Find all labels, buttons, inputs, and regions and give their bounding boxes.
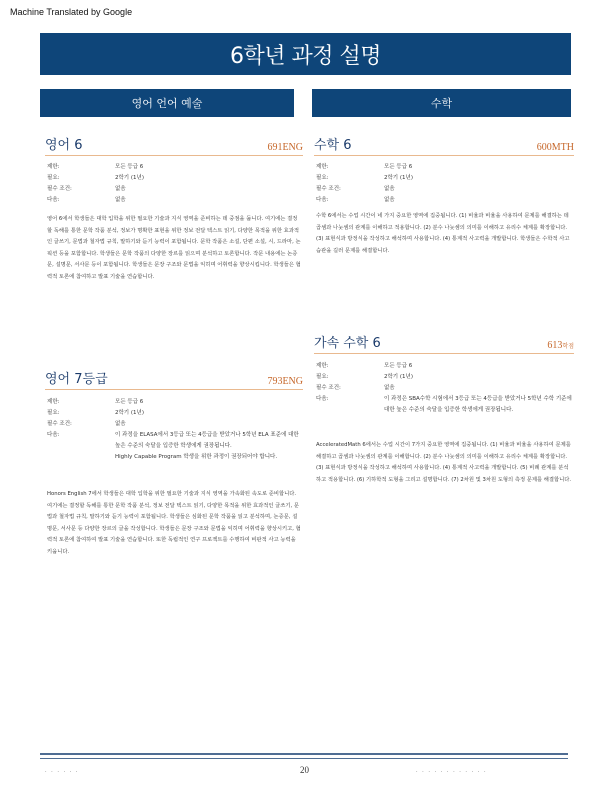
course-header-english6 <box>45 134 303 156</box>
course-name: 가속 수학 6 <box>314 336 381 351</box>
course-code: 613학점 <box>547 340 574 351</box>
footer-rule-thin <box>40 758 568 759</box>
course-meta-math6: 제한: 모든 등급 6 필요: 2학기 (1년) 필수 조건: 없음 다음: 없음 <box>316 164 413 203</box>
course-header-math6 <box>314 134 574 156</box>
course-header-english7 <box>45 368 303 390</box>
course-name: 수학 6 <box>314 138 352 153</box>
course-code: 600MTH <box>536 142 574 153</box>
course-description-english7: Honors English 7에서 학생들은 대학 입학을 위한 필요한 기술과 지식 영역을 가속화된 속도로 준비합니다. 여기에는 결정할 독해를 통한 문학 작품 분석, 정보 전달 텍스트 읽기, 다양한 목적을 위한 효과적인 글쓰기, 문법과 철자법 규칙, 말하기와 듣기 능력이 포함됩니다. 학생들은 심화된 문학 작품을 읽고 분석하며, 논증문, 설명문, 서사문 등 다양한 장르의 글을 작성합니다. 학생들은 문장 구조와 문법을 익히며 어휘력을 향상시키고, 협력적 토론에 참여하여 발표 기술을 연습합니다. 또한 독립적인 연구 프로젝트를 수행하여 비판적 사고 능력을 키웁니다. <box>47 491 301 555</box>
footer-rule <box>40 753 568 755</box>
page-title: 6학년 과정 설명 <box>40 33 571 75</box>
course-name: 영어 6 <box>45 138 83 153</box>
course-header-accmath6 <box>314 332 574 354</box>
course-description-english6: 영어 6에서 학생들은 대학 입학을 위한 필요한 기술과 지식 영역을 준비하는 데 중점을 둡니다. 여기에는 결정할 독해를 통한 문학 작품 분석, 정보가 명확한 표현을 위한 정보 전달 텍스트 읽기, 다양한 목적을 위한 효과적인 글쓰기, 문법과 철자법 규칙, 말하기와 듣기 능력이 포함됩니다. 문학 작품은 소설, 단편 소설, 시, 드라마, 논픽션 등을 포함합니다. 학생들은 문학 작품의 다양한 장르를 읽으며 분석하고 토론합니다. 작문 내용에는 논증문, 설명문, 서사문 등이 포함됩니다. 학생들은 문장 구조와 문법을 익히며 어휘력을 향상시킵니다. 학생들은 협력적 토론에 참여하고 발표 기술을 연습합니다. <box>47 216 301 280</box>
footer-left-text: · · · · · · <box>45 769 79 775</box>
course-description-math6: 수학 6에서는 수업 시간이 네 가지 중요한 영역에 집중됩니다. (1) 비율과 비율을 사용하여 문제를 해결하는 데 곱셈과 나눗셈의 관계를 이해하고 적용합니다. (2) 분수 나눗셈의 의미를 이해하고 유리수 체계를 확장합니다. (3) 표현식과 방정식을 작성하고 해석하며 사용합니다. (4) 통계적 사고력을 개발합니다. 학생들은 수학적 사고 습관을 길러 문제를 해결합니다. <box>316 213 570 254</box>
course-code: 691ENG <box>267 142 303 153</box>
footer-right-text: · · · · · · · · · · · · <box>416 769 488 775</box>
column-header-english: 영어 언어 예술 <box>40 89 294 117</box>
page-number: 20 <box>300 765 309 775</box>
course-meta-accmath6: 제한: 모든 등급 6 필요: 2학기 (1년) 필수 조건: 없음 다음: 이 과정은 SBA수학 시험에서 3등급 또는 4등급을 받았거나 5학년 수학 기준에 대한 높은 수준의 숙달을 입증한 학생에게 권장됩니다. <box>316 363 572 413</box>
machine-translated-note: Machine Translated by Google <box>10 7 133 17</box>
course-meta-english6: 제한: 모든 등급 6 필요: 2학기 (1년) 필수 조건: 없음 다음: 없음 <box>47 164 144 203</box>
column-header-math: 수학 <box>312 89 571 117</box>
course-name: 영어 7등급 <box>45 372 108 387</box>
course-meta-english7: 제한: 모든 등급 6 필요: 2학기 (1년) 필수 조건: 없음 다음: 이 과정을 ELASA에서 3등급 또는 4등급을 받았거나 5학년 ELA 표준에 대한 높은 수준의 숙달을 입증한 학생에게 권장됩니다. Highly Capable Program 학생을 위한 과정이 권장되어야 합니다. <box>47 399 299 460</box>
course-description-accmath6: AcceleratedMath 6에서는 수업 시간이 7가지 중요한 영역에 집중됩니다. (1) 비율과 비율을 사용하여 문제를 해결하고 곱셈과 나눗셈의 관계를 이해합니다. (2) 분수 나눗셈의 의미를 이해하고 유리수 체계를 확장합니다. (3) 표현식과 방정식을 작성하고 해석하며 사용합니다. (4) 통계적 사고력을 개발합니다. (5) 비례 관계를 분석하고 적용합니다. (6) 기하학적 도형을 그리고 설명합니다. (7) 2차원 및 3차원 도형의 측정 문제를 해결합니다. <box>316 442 572 483</box>
course-code: 793ENG <box>267 376 303 387</box>
